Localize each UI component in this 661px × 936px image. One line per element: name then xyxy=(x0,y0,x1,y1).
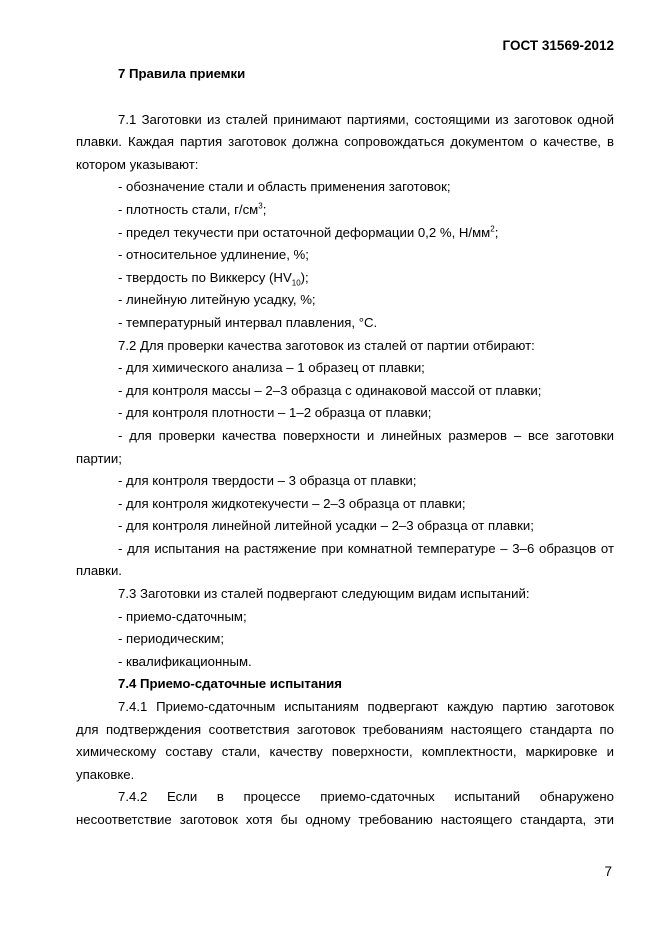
list-item: - периодическим; xyxy=(118,631,225,647)
paragraph-7-4-1-line3: химическому составу стали, качеству поверхности, комплектности, маркировке и xyxy=(76,744,614,760)
list-item: - для химического анализа – 1 образец от плавки; xyxy=(118,360,425,376)
list-item: - для контроля линейной литейной усадки – 2–3 образца от плавки; xyxy=(118,518,534,534)
paragraph-7-4-1-line4: упаковке. xyxy=(76,766,135,782)
section-title: 7 Правила приемки xyxy=(118,66,246,81)
page-content xyxy=(76,63,614,832)
list-item: - квалификационным. xyxy=(118,653,252,669)
list-item: - для испытания на растяжение при комнатной температуре – 3–6 образцов от xyxy=(118,540,614,556)
list-item: - твердость по Виккерсу $(HV_{10})$; xyxy=(118,269,309,288)
paragraph-7-4-2-line1: 7.4.2 Если в процессе приемо-сдаточных испытаний обнаружено xyxy=(118,789,614,805)
paragraph-7-1-line2: плавки. Каждая партия заготовок должна сопровождаться документом о качестве, в xyxy=(76,134,614,150)
list-item: - для проверки качества поверхности и линейных размеров – все заготовки xyxy=(118,427,614,443)
paragraph-7-4-2-line2: несоответствие заготовок хотя бы одному требованию настоящего стандарта, эти xyxy=(76,812,614,827)
subsection-title: 7.4 Приемо-сдаточные испытания xyxy=(118,676,342,692)
list-item: - предел текучести при остаточной деформации 0,2 %, $Н/мм^2$; xyxy=(118,224,499,240)
paragraph-7-4-1-line2: для подтверждения соответствия заготовок требованиям настоящего стандарта по xyxy=(76,721,614,737)
paragraph-7-3: 7.3 Заготовки из сталей подвергают следующим видам испытаний: xyxy=(118,586,530,602)
document-code-header: ГОСТ 31569-2012 xyxy=(502,38,614,53)
list-item: - для контроля массы – 2–3 образца с одинаковой массой от плавки; xyxy=(118,382,542,398)
list-item: - для контроля жидкотекучести – 2–3 образца от плавки; xyxy=(118,495,466,511)
paragraph-7-2: 7.2 Для проверки качества заготовок из сталей от партии отбирают: xyxy=(118,337,535,353)
page-number: 7 xyxy=(604,864,612,879)
list-item: - относительное удлинение, %; xyxy=(118,247,309,263)
list-item: - плотность стали, $г/см^3$; xyxy=(118,201,267,217)
list-item: - для контроля твердости – 3 образца от плавки; xyxy=(118,473,417,489)
list-item: - линейную литейную усадку, %; xyxy=(118,292,316,308)
list-item: - обозначение стали и область применения заготовок; xyxy=(118,179,451,195)
list-item: - для контроля плотности – 1–2 образца от плавки; xyxy=(118,405,432,421)
list-item-continuation: плавки. xyxy=(76,563,122,579)
paragraph-7-1-line1: 7.1 Заготовки из сталей принимают партиями, состоящими из заготовок одной xyxy=(118,111,614,127)
paragraph-7-1-line3: котором указывают: xyxy=(76,156,199,172)
spacer xyxy=(76,86,614,109)
list-item-continuation: партии; xyxy=(76,450,122,466)
list-item: - приемо-сдаточным; xyxy=(118,608,247,624)
list-item: - температурный интервал плавления, °С. xyxy=(118,314,378,330)
paragraph-7-4-1-line1: 7.4.1 Приемо-сдаточным испытаниям подвергают каждую партию заготовок xyxy=(118,699,614,715)
